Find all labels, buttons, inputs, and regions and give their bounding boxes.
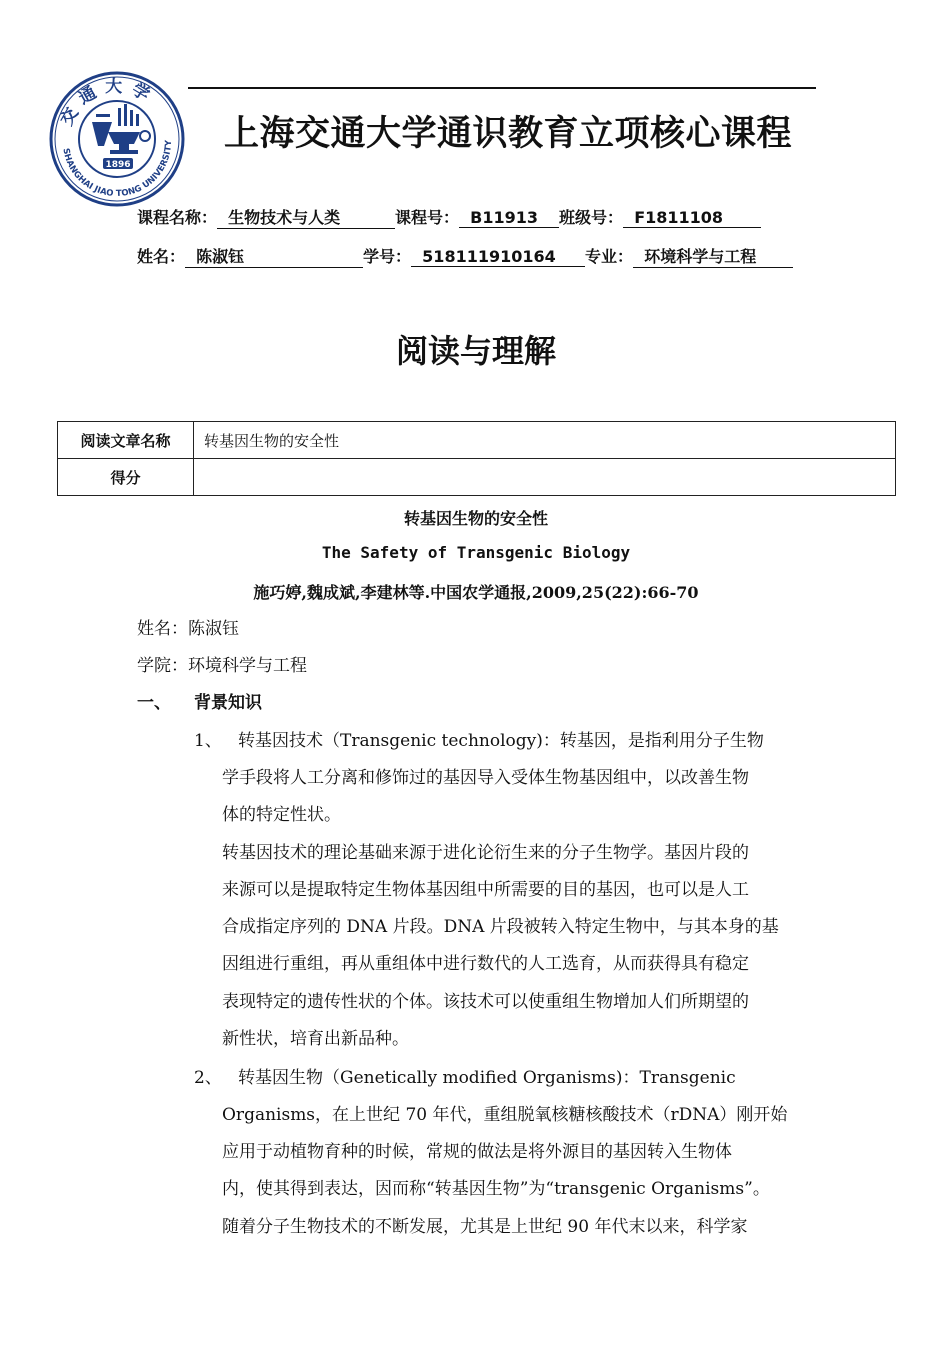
course-name-label: 课程名称：: [137, 208, 218, 227]
item-1-number: 1、: [194, 731, 222, 751]
author-name-line: 姓名：陈淑钰: [137, 619, 239, 639]
class-text: F1811108: [634, 208, 724, 227]
page-title: 上海交通大学通识教育立项核心课程: [223, 114, 792, 154]
header-rule: [188, 87, 816, 89]
student-name-text: 陈淑钰: [196, 247, 245, 266]
student-id-text: 518111910164: [422, 247, 556, 266]
score-label: 得分: [58, 459, 194, 496]
table-row: [58, 459, 896, 496]
author-school-line: 学院：环境科学与工程: [137, 656, 307, 676]
table-row: [58, 422, 896, 459]
major-value: [633, 244, 793, 268]
logo-bottom-text: SHANGHAI JIAO TONG UNIVERSITY: [60, 139, 175, 200]
item-1-line-4: 转基因技术的理论基础来源于进化论衍生来的分子生物学。基因片段的: [222, 843, 749, 863]
item-1-line-5: 来源可以是提取特定生物体基因组中所需要的目的基因，也可以是人工: [222, 880, 749, 900]
score-value: [194, 459, 896, 496]
class-value: [623, 208, 761, 228]
item-2-number: 2、: [194, 1068, 222, 1088]
logo-year: 1896: [105, 160, 131, 170]
course-name-text: 生物技术与人类: [228, 208, 341, 227]
university-logo: [48, 70, 186, 208]
item-1-line-8: 表现特定的遗传性状的个体。该技术可以使重组生物增加人们所期望的: [222, 992, 749, 1012]
major-label: 专业：: [585, 247, 634, 266]
article-info-table: [57, 421, 896, 496]
course-info-line-2: [137, 244, 827, 268]
item-2-line-1: 转基因生物（Genetically modified Organisms)：Transgenic: [238, 1068, 736, 1088]
item-2-line-4: 内，使其得到表达，因而称“转基因生物”为“transgenic Organisms”。: [222, 1179, 770, 1199]
major-text: 环境科学与工程: [644, 247, 757, 266]
document-title: 阅读与理解: [395, 332, 556, 370]
student-id-label: 学号：: [363, 247, 412, 266]
item-1-line-2: 学手段将人工分离和修饰过的基因导入受体生物基因组中，以改善生物: [222, 768, 749, 788]
item-2-line-5: 随着分子生物技术的不断发展，尤其是上世纪 90 年代末以来，科学家: [222, 1217, 748, 1237]
item-1-line-7: 因组进行重组，再从重组体中进行数代的人工选育，从而获得具有稳定: [222, 954, 749, 974]
article-name-label: 阅读文章名称: [58, 422, 194, 459]
logo-top-text: 交通大学: [56, 76, 160, 130]
article-citation: 施巧婷,魏成斌,李建林等.中国农学通报,2009,25(22):66-70: [253, 583, 699, 602]
university-seal-icon: [48, 70, 186, 208]
section-number: 一、: [137, 693, 171, 713]
student-id-value: [411, 247, 585, 267]
student-name-value: [185, 244, 363, 268]
course-name-value: [217, 205, 395, 229]
course-code-label: 课程号：: [395, 208, 460, 227]
class-label: 班级号：: [559, 208, 624, 227]
course-code-text: B11913: [470, 208, 539, 227]
course-code-value: [459, 208, 559, 228]
item-1-line-9: 新性状，培育出新品种。: [222, 1029, 409, 1049]
item-2-line-3: 应用于动植物育种的时候，常规的做法是将外源目的基因转入生物体: [222, 1142, 732, 1162]
item-1-line-3: 体的特定性状。: [222, 805, 341, 825]
item-1-line-1: 转基因技术（Transgenic technology)：转基因，是指利用分子生物: [238, 731, 764, 751]
item-2-line-2: Organisms，在上世纪 70 年代，重组脱氧核糖核酸技术（rDNA）刚开始: [222, 1105, 788, 1125]
course-info-line-1: [137, 205, 827, 229]
student-name-label: 姓名：: [137, 247, 186, 266]
article-title-en: The Safety of Transgenic Biology: [321, 543, 631, 562]
item-1-line-6: 合成指定序列的 DNA 片段。DNA 片段被转入特定生物中，与其本身的基: [222, 917, 779, 937]
article-title-cn: 转基因生物的安全性: [403, 509, 548, 528]
section-title: 背景知识: [194, 693, 262, 713]
article-name-value: 转基因生物的安全性: [194, 422, 896, 459]
